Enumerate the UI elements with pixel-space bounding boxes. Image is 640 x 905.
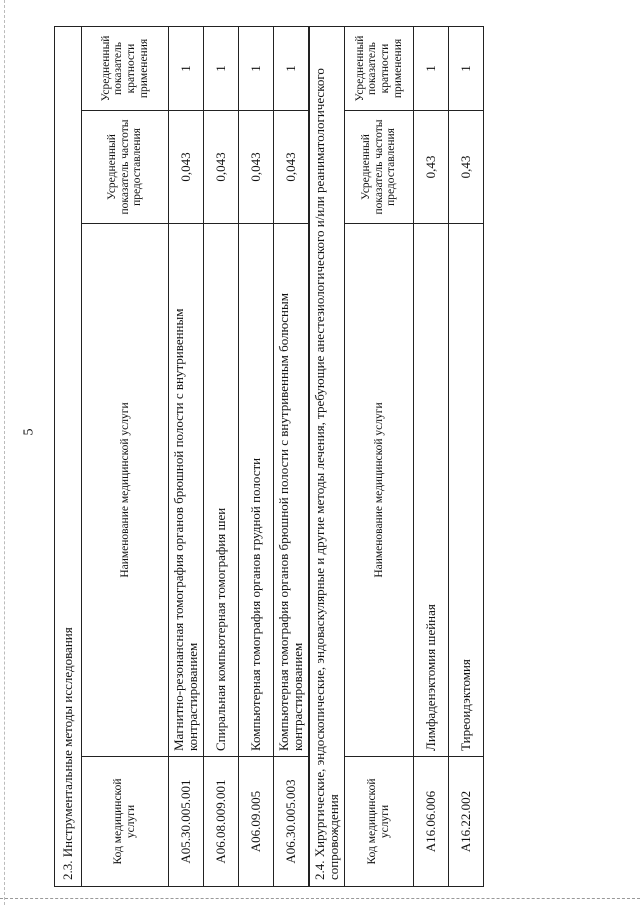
table-row [274, 26, 309, 886]
header-frequency: Усредненный показатель частоты предоставления [82, 111, 169, 224]
instrumental-methods-table [54, 26, 309, 887]
header-multiplicity: Усредненный показатель кратности применения [82, 26, 169, 110]
service-name: Компьютерная томография органов брюшной полости с внутривенным болюсным контрастированием [274, 224, 309, 757]
header-code: Код медицинской услуги [345, 757, 414, 887]
service-name: Спиральная компьютерная томография шеи [204, 224, 239, 757]
multiplicity-value: 1 [239, 26, 274, 110]
service-code: A06.30.005.003 [274, 757, 309, 887]
header-frequency: Усредненный показатель частоты предоставления [345, 111, 414, 224]
table-row [204, 26, 239, 886]
frequency-value: 0,043 [239, 111, 274, 224]
frequency-value: 0,43 [414, 111, 449, 224]
header-name: Наименование медицинской услуги [345, 224, 414, 757]
multiplicity-value: 1 [169, 26, 204, 110]
frequency-value: 0,43 [449, 111, 484, 224]
service-name: Компьютерная томография органов грудной полости [239, 224, 274, 757]
rotated-document [54, 27, 474, 887]
service-name: Тиреоидэктомия [449, 224, 484, 757]
header-code: Код медицинской услуги [82, 757, 169, 887]
service-code: A06.09.005 [239, 757, 274, 887]
header-multiplicity: Усредненный показатель кратности применения [345, 27, 414, 111]
multiplicity-value: 1 [449, 27, 484, 111]
surgical-methods-table [309, 26, 484, 887]
table-row [239, 26, 274, 886]
page-number: 5 [21, 428, 37, 436]
section-title: 2.4. Хирургические, эндоскопические, эндоваскулярные и другие методы лечения, требующие анестезиологического и/или реаниматологического сопровождения [310, 27, 345, 887]
multiplicity-value: 1 [204, 26, 239, 110]
table-row [449, 27, 484, 887]
header-name: Наименование медицинской услуги [82, 224, 169, 757]
table-row [414, 27, 449, 887]
frequency-value: 0,043 [274, 111, 309, 224]
service-code: A05.30.005.001 [169, 757, 204, 887]
multiplicity-value: 1 [274, 26, 309, 110]
service-name: Магнитно-резонансная томография органов брюшной полости с внутривенным контрастированием [169, 224, 204, 757]
frequency-value: 0,043 [169, 111, 204, 224]
service-code: A06.08.009.001 [204, 757, 239, 887]
table-row [169, 26, 204, 886]
section-title: 2.3. Инструментальные методы исследования [55, 26, 82, 886]
frequency-value: 0,043 [204, 111, 239, 224]
service-name: Лимфаденэктомия шейная [414, 224, 449, 757]
service-code: A16.06.006 [414, 757, 449, 887]
multiplicity-value: 1 [414, 27, 449, 111]
service-code: A16.22.002 [449, 757, 484, 887]
